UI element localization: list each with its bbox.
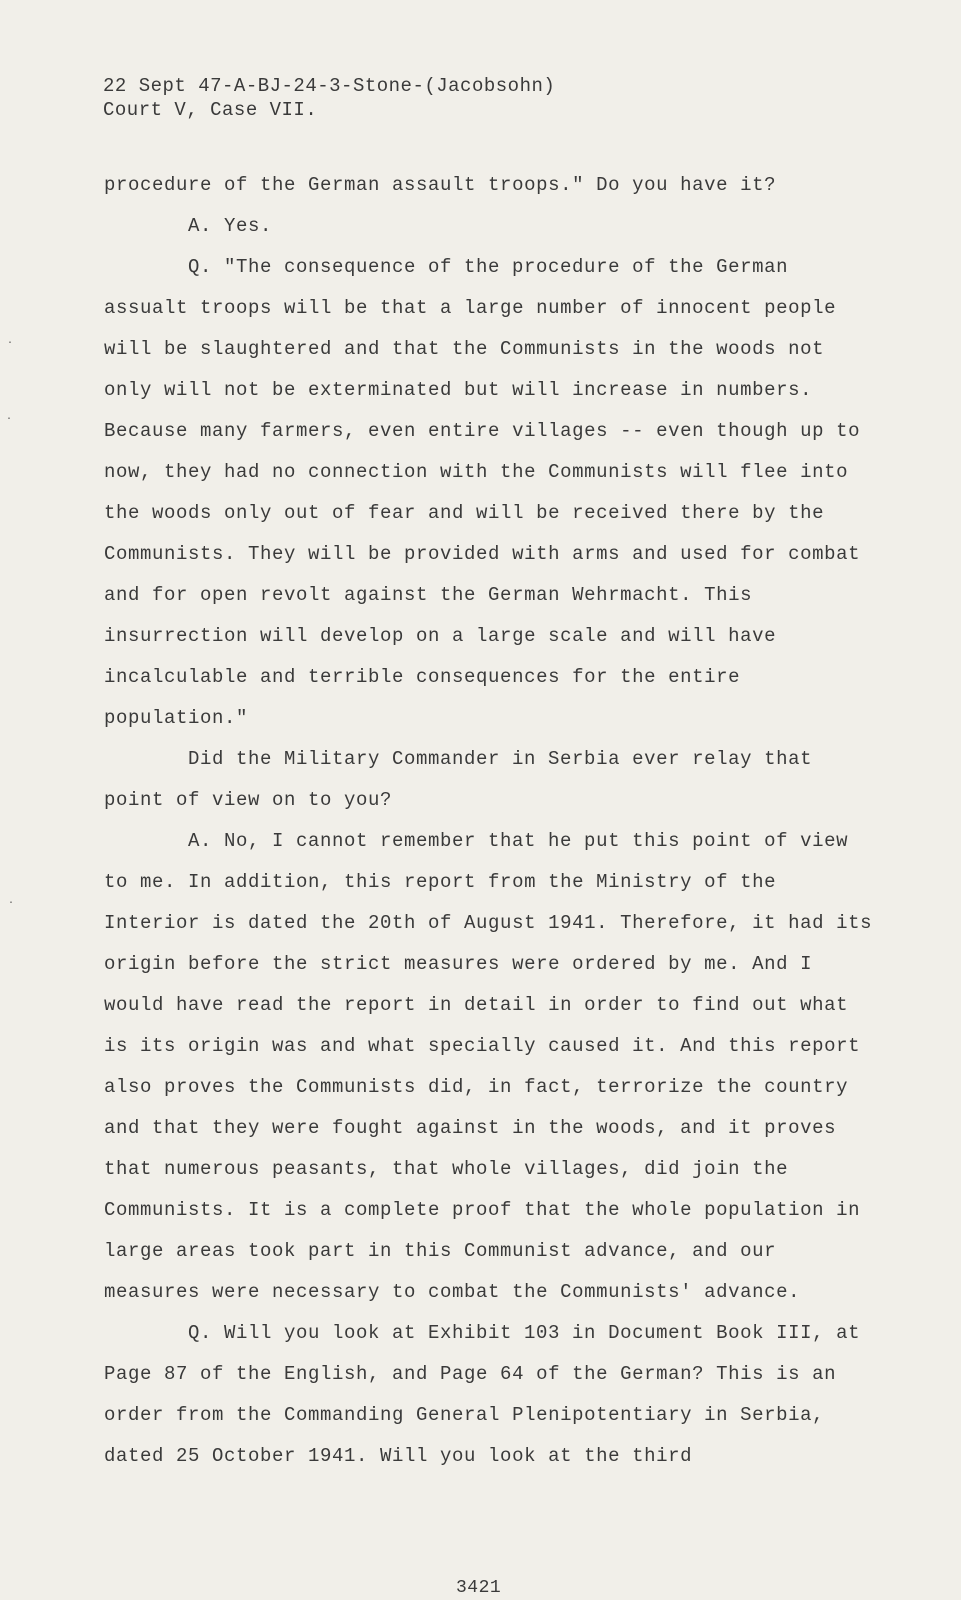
paragraph-6: Q. Will you look at Exhibit 103 in Document Book III, at Page 87 of the English, and Page 64 of the German? This is an order from the Commanding General Plenipotentiary in Serbia, dated 25 October 1941. Will you look at the third — [104, 1322, 861, 1467]
paragraph-5: A. No, I cannot remember that he put this point of view to me. In addition, this report from the Ministry of the Interior is dated the 20th of August 1941. Therefore, it had its origin before the strict measures were ordered by me. And I would have read the report in detail in order to find out what is its origin was and what specially caused it. And this report also proves the Communists did, in fact, terrorize the country and that they were fought against in the woods, and it proves that numerous peasants, that whole villages, did join the Communists. It is a complete proof that the whole population in large areas took part in this Communist advance, and our measures were necessary to combat the Communists' advance. — [104, 830, 873, 1303]
margin-mark: · — [7, 338, 14, 349]
paragraph-1: procedure of the German assault troops." Do you have it? — [104, 174, 777, 196]
margin-mark: · — [6, 414, 13, 425]
paragraph-2: A. Yes. — [188, 215, 273, 237]
transcript-body — [104, 165, 874, 1477]
margin-mark: · — [8, 898, 15, 909]
page-number: 3421 — [456, 1578, 502, 1598]
header-line-2: Court V, Case VII. — [103, 99, 318, 121]
paragraph-3: Q. "The consequence of the procedure of the German assualt troops will be that a large number of innocent people will be slaughtered and that the Communists in the woods not only will not be exterminated but will increase in numbers. Because many farmers, even entire villages -- even though up to now, they had no connection with the Communists will flee into the woods only out of fear and will be received there by the Communists. They will be provided with arms and used for combat and for open revolt against the German Wehrmacht. This insurrection will develop on a large scale and will have incalculable and terrible consequences for the entire population." — [104, 256, 861, 729]
paragraph-4: Did the Military Commander in Serbia ever relay that point of view on to you? — [104, 748, 813, 811]
header-line-1: 22 Sept 47-A-BJ-24-3-Stone-(Jacobsohn) — [103, 75, 556, 97]
document-header — [103, 74, 555, 122]
